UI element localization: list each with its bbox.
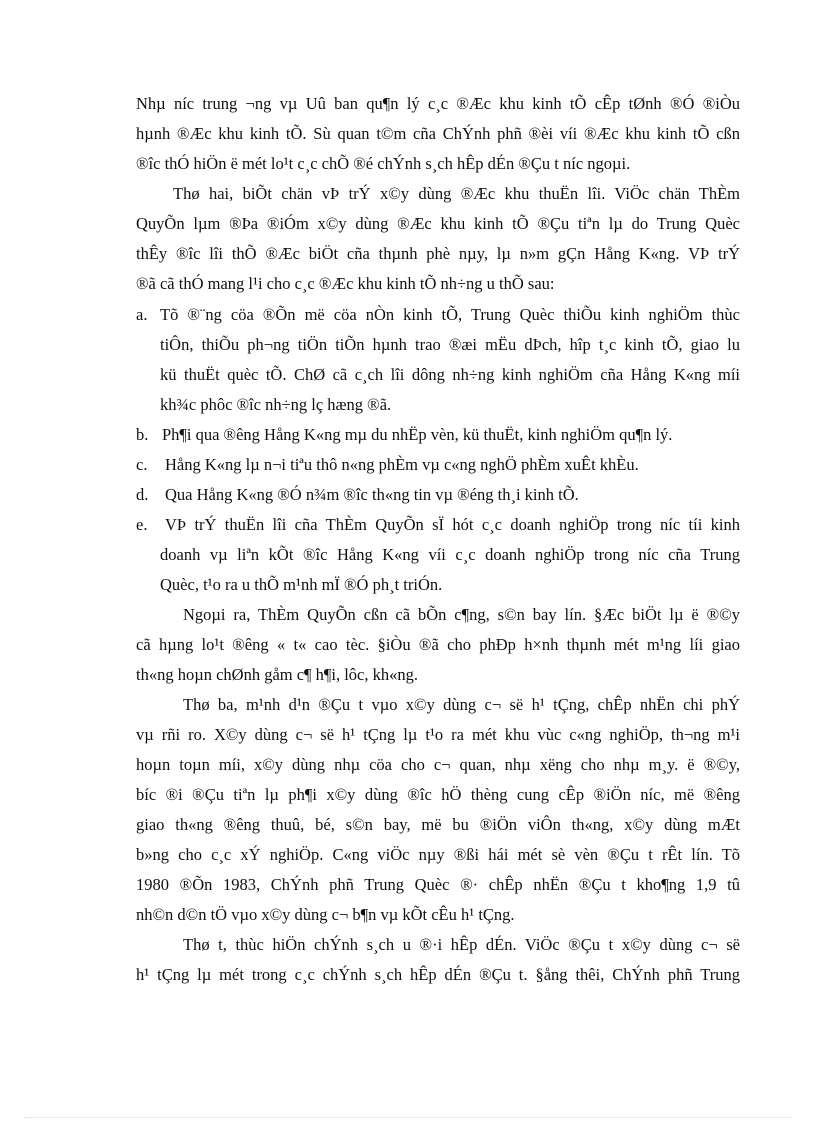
list-item-line: doanh vµ liªn kÕt ®îc Hång K«ng víi c¸c doanh nghiÖp trong níc cña Trung [160,545,740,564]
paragraph-3-line-1: Ngoµi ra, ThÈm QuyÕn cßn cã bÕn c¶ng, s©n bay lín. §Æc biÖt lµ ë ®©y [183,605,740,624]
paragraph-4-line-2: vµ rñi ro. X©y dùng c¬ së h¹ tÇng lµ t¹o ra mét khu vùc c«ng nghiÖp, th¬ng m¹i [136,725,740,744]
list-item-line: Qua Hång K«ng ®Ó n¾m ®îc th«ng tin vµ ®éng th¸i kinh tÕ. [165,485,579,504]
paragraph-5-line-2: h¹ tÇng lµ mét trong c¸c chÝnh s¸ch hÊp dÉn ®Çu t. §ång thêi, ChÝnh phñ Trung [136,965,740,984]
paragraph-4-line-7: 1980 ®Õn 1983, ChÝnh phñ Trung Quèc ®· chÊp nhËn ®Çu t kho¶ng 1,9 tû [136,875,740,894]
list-item-line: Tõ ®¨ng cöa ®Õn më cöa nÒn kinh tÕ, Trung Quèc thiÕu kinh nghiÖm thùc [160,305,740,324]
paragraph-5-line-1: Thø t, thùc hiÖn chÝnh s¸ch u ®·i hÊp dÉn. ViÖc ®Çu t x©y dùng c¬ së [183,935,740,954]
list-marker: d. [136,485,149,504]
paragraph-1-line-2: hµnh ®Æc khu kinh tÕ. Sù quan t©m cña ChÝnh phñ ®èi víi ®Æc khu kinh tÕ cßn [136,124,740,143]
paragraph-3-line-3: th«ng hoµn chØnh gåm c¶ h¶i, lôc, kh«ng. [136,665,419,684]
list-marker: a. [136,305,148,324]
list-item-line: kü thuËt quèc tÕ. ChØ cã c¸ch lîi dông nh÷ng kinh nghiÖm cña Hång K«ng míi [160,365,740,384]
list-item-line: Quèc, t¹o ra u thÕ m¹nh mÏ ®Ó ph¸t triÓn. [160,575,443,594]
list-item-line: kh¾c phôc ®îc nh÷ng lç hæng ®ã. [160,395,392,414]
list-marker: b. [136,425,149,444]
paragraph-4-line-5: giao th«ng ®êng thuû, bé, s©n bay, më bu ®iÖn viÔn th«ng, x©y dùng mÆt [136,815,740,834]
paragraph-2-line-3: thÊy ®îc lîi thÕ ®Æc biÖt cña thµnh phè nµy, lµ n»m gÇn Hång K«ng. VÞ trÝ [136,244,740,263]
paragraph-4-line-4: bíc ®i ®Çu tiªn lµ ph¶i x©y dùng ®îc hÖ thèng cung cÊp ®iÖn níc, më ®êng [136,785,740,804]
paragraph-4-line-1: Thø ba, m¹nh d¹n ®Çu t vµo x©y dùng c¬ së h¹ tÇng, chÊp nhËn chi phÝ [183,695,740,714]
paragraph-4-line-3: hoµn toµn míi, x©y dùng nhµ cöa cho c¬ quan, nhµ xëng cho nhµ m¸y. ë ®©y, [136,755,740,774]
paragraph-1-line-1: Nhµ níc trung ¬ng vµ Uû ban qu¶n lý c¸c ®Æc khu kinh tÕ cÊp tØnh ®Ó ®iÒu [136,94,740,113]
paragraph-3-line-2: cã hµng lo¹t ®êng « t« cao tèc. §iÒu ®ã cho phÐp h×nh thµnh mét m¹ng líi giao [136,635,740,654]
paragraph-4-line-6: b»ng cho c¸c xÝ nghiÖp. C«ng viÖc nµy ®ßi hái mét sè vèn ®Çu t rÊt lín. Tõ [136,845,740,864]
list-item-line: Ph¶i qua ®êng Hång K«ng mµ du nhËp vèn, kü thuËt, kinh nghiÖm qu¶n lý. [162,425,673,444]
list-item-line: tiÔn, thiÕu ph¬ng tiÖn tiÕn hµnh trao ®æi mËu dÞch, hîp t¸c kinh tÕ, giao lu [160,335,740,354]
list-item-line: VÞ trÝ thuËn lîi cña ThÈm QuyÕn sÏ hót c¸c doanh nghiÖp trong níc tíi kinh [165,515,740,534]
paragraph-1-line-3: ®îc thÓ hiÖn ë mét lo¹t c¸c chÕ ®é chÝnh s¸ch hÊp dÉn ®Çu t níc ngoµi. [136,154,631,173]
list-marker: e. [136,515,148,534]
list-marker: c. [136,455,148,474]
paragraph-2-line-1: Thø hai, biÕt chän vÞ trÝ x©y dùng ®Æc khu thuËn lîi. ViÖc chän ThÈm [173,184,740,203]
paragraph-2-line-4: ®ã cã thÓ mang l¹i cho c¸c ®Æc khu kinh tÕ nh÷ng u thÕ sau: [136,274,555,293]
paragraph-4-line-8: nh©n d©n tÖ vµo x©y dùng c¬ b¶n vµ kÕt cÊu h¹ tÇng. [136,905,515,924]
page-bottom-rule [24,1117,792,1118]
paragraph-2-line-2: QuyÕn lµm ®Þa ®iÓm x©y dùng ®Æc khu kinh tÕ ®Çu tiªn lµ do Trung Quèc [136,214,740,233]
list-item-line: Hång K«ng lµ n¬i tiªu thô n«ng phÈm vµ c«ng nghÖ phÈm xuÊt khÈu. [165,455,639,474]
